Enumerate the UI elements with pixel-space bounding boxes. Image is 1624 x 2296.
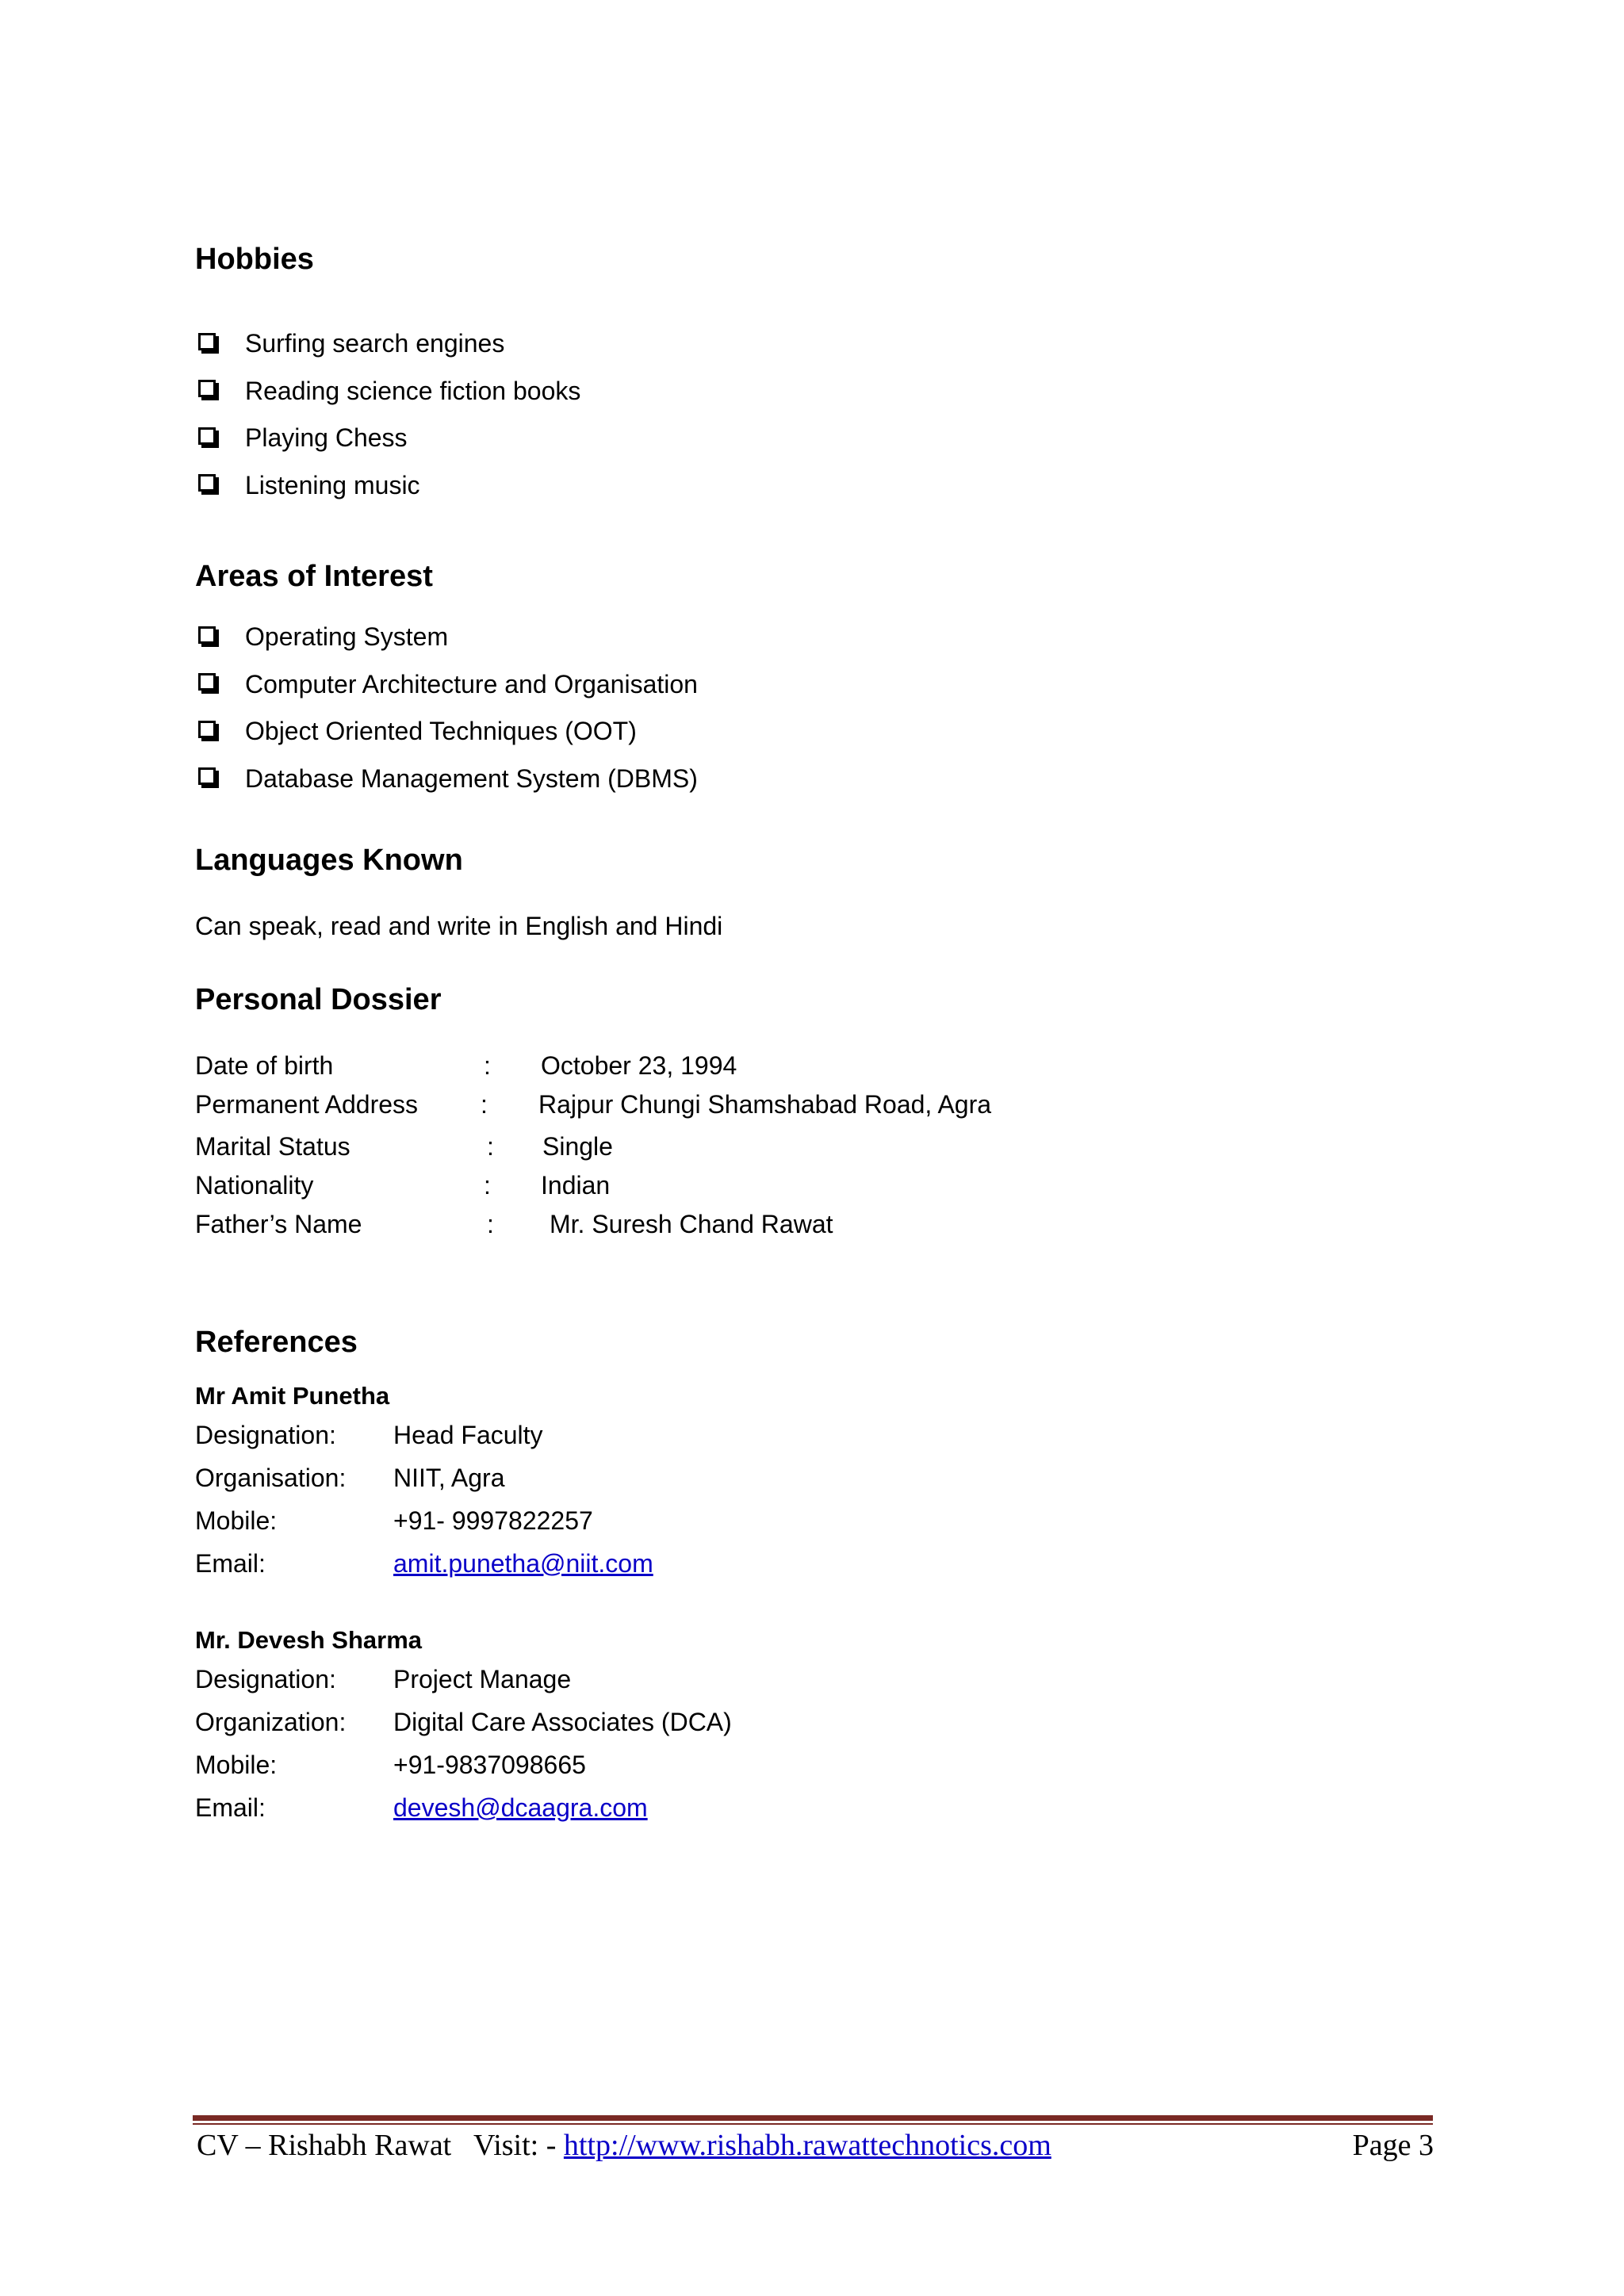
interests-list (195, 614, 698, 802)
checkbox-bullet-icon (198, 673, 216, 691)
interests-heading: Areas of Interest (195, 560, 433, 593)
dossier-value: Indian (541, 1171, 611, 1200)
hobbies-list (195, 320, 580, 509)
footer-rule (193, 2115, 1433, 2121)
references-heading: References (195, 1326, 358, 1359)
dossier-value: Rajpur Chungi Shamshabad Road, Agra (538, 1090, 992, 1119)
languages-text: Can speak, read and write in English and Hindi (195, 912, 723, 940)
hobbies-heading: Hobbies (195, 243, 314, 276)
dossier-separator: : (487, 1132, 494, 1161)
reference-mobile-row (195, 1506, 988, 1538)
list-item-label: Object Oriented Techniques (OOT) (245, 717, 637, 746)
dossier-separator: : (484, 1051, 491, 1080)
list-item (195, 614, 698, 661)
reference-value: Head Faculty (393, 1421, 543, 1449)
reference-label: Organisation: (195, 1464, 347, 1492)
checkbox-bullet-icon (198, 427, 216, 445)
dossier-row-father (195, 1210, 1147, 1242)
list-item-label: Playing Chess (245, 423, 408, 453)
reference-label: Designation: (195, 1665, 336, 1693)
dossier-label: Marital Status (195, 1132, 350, 1161)
checkbox-bullet-icon (198, 721, 216, 738)
checkbox-bullet-icon (198, 380, 216, 397)
list-item (195, 320, 580, 368)
dossier-label: Date of birth (195, 1051, 334, 1080)
dossier-label: Nationality (195, 1171, 314, 1200)
list-item (195, 661, 698, 709)
dossier-label: Father’s Name (195, 1210, 362, 1238)
reference-value: +91- 9997822257 (393, 1506, 593, 1535)
list-item-label: Computer Architecture and Organisation (245, 669, 698, 698)
reference-label: Organization: (195, 1708, 347, 1736)
reference-designation-row (195, 1665, 988, 1697)
list-item (195, 415, 580, 462)
list-item-label: Reading science fiction books (245, 376, 581, 405)
reference-organization-row (195, 1708, 988, 1739)
page-number: Page 3 (1352, 2129, 1434, 2162)
checkbox-bullet-icon (198, 767, 216, 785)
checkbox-bullet-icon (198, 626, 216, 644)
checkbox-bullet-icon (198, 474, 216, 492)
reference-label: Email: (195, 1549, 266, 1578)
reference-mobile-row (195, 1751, 988, 1782)
reference-value: Project Manage (393, 1665, 572, 1693)
dossier-value: October 23, 1994 (541, 1051, 737, 1080)
reference-label: Email: (195, 1793, 266, 1822)
list-item-label: Surfing search engines (245, 329, 505, 358)
footer-prefix: CV – Rishabh Rawat Visit: - (197, 2129, 564, 2162)
reference-email-link[interactable]: devesh@dcaagra.com (393, 1793, 648, 1822)
list-item (195, 462, 580, 510)
page-footer (197, 2128, 1434, 2168)
dossier-row-marital (195, 1132, 1147, 1164)
list-item-label: Database Management System (DBMS) (245, 763, 698, 793)
reference-designation-row (195, 1421, 988, 1452)
list-item (195, 756, 698, 803)
checkbox-bullet-icon (198, 333, 216, 350)
reference-name: Mr Amit Punetha (195, 1382, 390, 1410)
reference-label: Mobile: (195, 1751, 278, 1779)
dossier-row-nationality (195, 1171, 1147, 1203)
dossier-row-dob (195, 1051, 1147, 1083)
footer-website-link[interactable]: http://www.rishabh.rawattechnotics.com (563, 2129, 1051, 2162)
list-item (195, 368, 580, 415)
list-item-label: Listening music (245, 470, 420, 499)
dossier-separator: : (487, 1210, 494, 1238)
footer-rule-thin (193, 2123, 1433, 2125)
dossier-value: Mr. Suresh Chand Rawat (550, 1210, 833, 1238)
reference-organisation-row (195, 1464, 988, 1495)
reference-name: Mr. Devesh Sharma (195, 1626, 423, 1654)
reference-email-row (195, 1793, 988, 1825)
reference-email-link[interactable]: amit.punetha@niit.com (393, 1549, 653, 1578)
reference-value: Digital Care Associates (DCA) (393, 1708, 732, 1736)
footer-left (197, 2128, 1051, 2163)
dossier-heading: Personal Dossier (195, 983, 442, 1016)
dossier-separator: : (481, 1090, 488, 1119)
reference-value: +91-9837098665 (393, 1751, 586, 1779)
reference-email-row (195, 1549, 988, 1581)
reference-label: Mobile: (195, 1506, 278, 1535)
dossier-separator: : (484, 1171, 491, 1200)
dossier-value: Single (542, 1132, 613, 1161)
reference-label: Designation: (195, 1421, 336, 1449)
list-item-label: Operating System (245, 622, 449, 652)
languages-heading: Languages Known (195, 844, 463, 877)
reference-value: NIIT, Agra (393, 1464, 505, 1492)
dossier-row-address (195, 1090, 1147, 1122)
list-item (195, 708, 698, 756)
dossier-label: Permanent Address (195, 1090, 419, 1119)
